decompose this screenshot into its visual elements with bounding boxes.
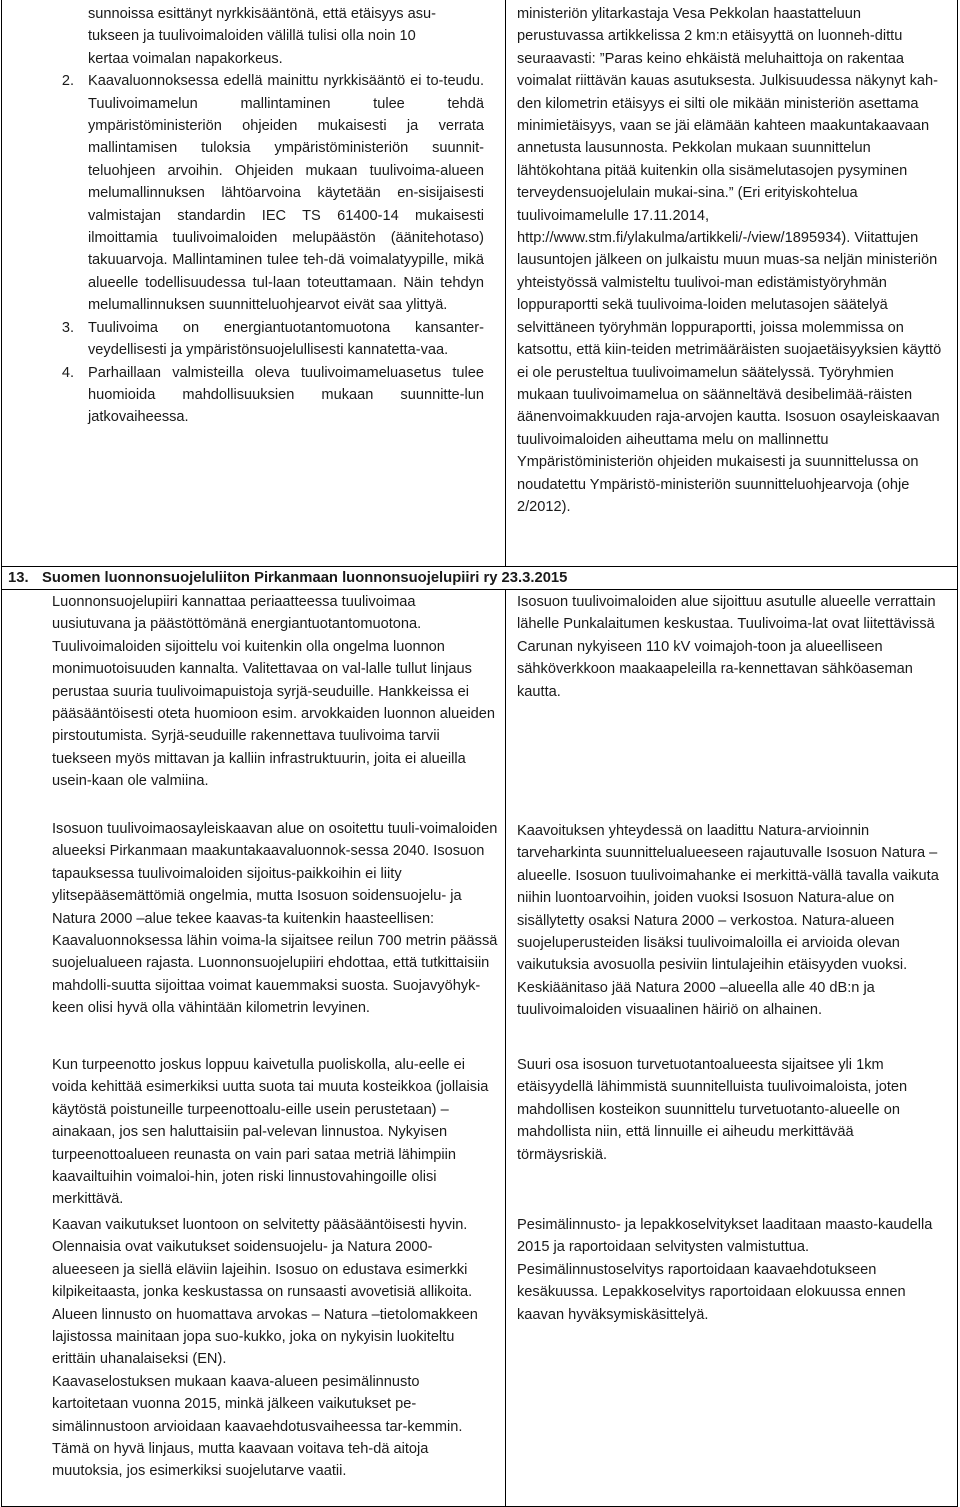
response-text: ministeriön ylitarkastaja Vesa Pekkolan haastatteluun perustuvassa artikkelissa 2 km:n etäisyyttä on luonneh-dittu seuraavasti: ”Paras keino ehkäistä meluhaittoja on rakentaa voimalat riittävän kauas asutuksesta. Julkisuudessa näkynyt kah-den kilometrin etäisyys ei silti ole mikään ministeriön asettama minimietäisyys, vaan se jäi elämään kahteen maakuntakaavaan annetusta lausunnosta. Pekkolan mukaan suunnittelun lähtökohtana pitää kuitenkin olla sisämelutasojen pysyminen terveydensuojelulain mukai-sina.” (Eri erityiskohtelua tuulivoimamelulle 17.11.2014, http://www.stm.fi/ylakulma/artikkeli/-/view/1895934). Viitattujen lausuntojen jälkeen on julkaistu muun muas-sa neljän ministeriön yhteistyössä valmisteltu tuulivoi-man edistämistyöryhmän loppuraportti sekä tuulivoima-loiden melutasojen säätelyä selvittäneen työryhmän loppuraportti, joissa molemmissa on katsottu, että kiin-teiden metrimääräisten suojaetäisyyksien käyttö ei ole perusteltua tuulivoimamelun säätelyssä. Työryhmien mukaan tuulivoimamelua on säänneltävä desibelimää-räisten äänenvoimakkuuden raja-arvojen kautta. Isosuon osayleiskaavan tuulivoimaloiden aiheuttama melu on mallinnettu Ympäristöministeriön ohjeiden mukaisesti ja suunnittelussa on noudatettu Ympäristö-ministeriön suunnitteluohjearvoja (ohje 2/2012). [517,6,942,515]
table-left-border [1,0,2,1507]
list-item [54,317,484,362]
continued-line: sunnoissa esittänyt nyrkkisääntönä, että etäisyys asu- [88,6,436,22]
response-cell [517,591,945,703]
top-right-cell [517,3,945,518]
list-item-number: 4. [61,364,74,381]
statement-cell [52,1054,498,1211]
list-item-text: Kaavaluonnoksessa edellä mainittu nyrkkisääntö ei to-teudu. Tuulivoimamelun mallintaminen tulee tehdä ympäristöministeriön ohjeiden mukaisesti ja verrata mallintamisen tuloksia ympäristöministeriön suunnit-teluohjeen arvoihin. Ohjeiden mukaan tuulivoima-alueen melumallinnuksen lähtöarvoina käytetään en-sisijaisesti valmistajan standardin IEC TS 61400-14 mukaisesti ilmoittamia tuulivoimaloiden melupäästön (äänitehotaso) takuuarvoja. Mallintaminen tulee teh-dä voimalatyypille, mikä alueelle todellisuudessa tul-laan toteuttamaan. Näin tehdyn melumallinnuksen suunnitteluohjearvot eivät saa ylittyä. [88,73,484,314]
statement-text: Isosuon tuulivoimaosayleiskaavan alue on osoitettu tuuli-voimaloiden alueeksi Pirkanmaan maakuntakaavaluonnok-sessa 2040. Isosuon tapauksessa tuulivoimaloiden sijoitus-paikkoihin ei liity ylitsepääsemättömiä ongelmia, mutta Isosuon soidensuojelu- ja Natura 2000 –alue tekee kaavas-ta kuitenkin haasteellisen: Kaavaluonnoksessa lähin voima-la sijaitsee reilun 700 metrin päässä suojelualueen rajasta. Luonnonsuojelupiiri ehdottaa, että tutkittaisiin mahdolli-suutta sijoittaa voimat kauemmaksi suosta. Suojavyöhyk-keen olisi hyvä olla vähintään kilometrin levyinen. [52,821,498,1017]
statement-cell [52,1214,498,1483]
table-right-border [957,0,958,1507]
section-title: Suomen luonnonsuojeluliiton Pirkanmaan luonnonsuojelupiiri ry 23.3.2015 [42,570,568,586]
response-text: Isosuon tuulivoimaloiden alue sijoittuu asutulle alueelle verrattain lähelle Punkalaitumen keskustaa. Tuulivoima-lat ovat liitettävissä Carunan nykyiseen 110 kV voimajoh-toon ja alueelliseen sähköverkkoon maakaapeleilla ra-kennettavan sähköaseman kautta. [517,594,936,700]
response-text: Suuri osa isosuon turvetuotantoalueesta sijaitsee yli 1km etäisyydellä lähimmistä suunnitelluista tuulivoimaloista, joten mahdollisen kosteikon suunnittelu turvetuotanto-alueelle on mahdollista niin, että linnuille ei aiheudu merkittävää törmäysriskiä. [517,1057,908,1163]
statement-cell [52,591,498,793]
list-item-text: Tuulivoima on energiantuotantomuotona kansanter-veydellisesti ja ympäristönsuojelullisesti kannatetta-vaa. [88,319,484,359]
response-text: Kaavoituksen yhteydessä on laadittu Natura-arvioinnin tarveharkinta suunnittelualueeseen rajautuvalle Isosuon Natura –alueelle. Isosuon tuulivoimahanke ei merkittä-vällä tavalla vaikuta niihin luontoarvoihin, joiden vuoksi Isosuon Natura-alue on sisällytetty osaksi Natura 2000 – verkostoa. Natura-alueen suojeluperusteiden lisäksi tuulivoimaloilla ei arvioida olevan vaikutuksia avosuolla pesiviin lintulajeihin etäisyyden vuoksi. Keskiäänitaso jää Natura 2000 –alueella alle 40 dB:n ja tuulivoimaloiden visuaalinen häiriö on alhainen. [517,823,939,1019]
list-item [54,70,484,316]
response-text: Pesimälinnusto- ja lepakkoselvitykset laaditaan maasto-kaudella 2015 ja raportoidaan selvitysten valmistuttua. Pesimälinnustoselvitys raportoidaan kaavaehdotukseen kesäkuussa. Lepakkoselvitys raportoidaan elokuussa ennen kaavan hyväksymiskäsittelyä. [517,1217,933,1323]
response-cell [517,820,945,1022]
continued-line: tukseen ja tuulivoimaloiden välillä tulisi olla noin 10 [88,28,416,45]
list-item-text: Parhaillaan valmisteilla oleva tuulivoimameluasetus tulee huomioida mahdollisuuksien mukaan suunnitte-lun jatkovaiheessa. [88,364,484,426]
column-divider-lower [505,589,506,1507]
statement-cell [52,818,498,1020]
response-cell [517,1054,945,1166]
statement-text: Kaavaselostuksen mukaan kaava-alueen pesimälinnusto kartoitetaan vuonna 2015, minkä jälkeen vaikutukset pe-simälinnustoon arvioidaan kaavaehdotusvaiheessa tar-kemmin. Tämä on hyvä linjaus, mutta kaavaan voitava teh-dä aitoja muutoksia, jos esimerkiksi suojelutarve vaatii. [52,1373,463,1480]
continued-line: kertaa voimalan napakorkeus. [88,50,283,67]
statement-text: Luonnonsuojelupiiri kannattaa periaatteessa tuulivoimaa uusiutuvana ja päästöttömänä energiantuotantomuotona. Tuulivoimaloiden sijoittelu voi kuitenkin olla ongelma luonnon monimuotoisuuden kannalta. Valitettavaa on val-lalle tullut linjaus perustaa suuria tuulivoimapuistoja syrjä-seuduille. Hankkeissa ei pääsääntöisesti oteta huomioon esim. arvokkaiden luonnon alueiden pirstoutumista. Syrjä-seuduille rakennettava tuulivoima tarvii tuekseen myös mittavan ja kalliin infrastruktuurin, joita ei alueilla usein-kaan ole valmiina. [52,594,495,790]
response-cell [517,1214,945,1326]
column-divider [505,0,506,566]
list-item-number: 2. [61,73,74,90]
section-heading [8,567,567,589]
list-item [54,362,484,429]
list-item-number: 3. [61,319,74,336]
statement-text: Kun turpeenotto joskus loppuu kaivetulla puoliskolla, alu-eelle ei voida kehittää esimerkiksi uutta suota tai muuta kosteikkoa (jollaisia käytöstä poistuneille turpeenottoalu-eille usein perustetaan) – ainakaan, jos sen haluttaisiin pal-velevan linnustoa. Nykyisen turpeenottoalueen reunasta on vain pari sataa metriä lähimpiin kaavailtuihin voimaloi-hin, joten riski linnustovahingoille olisi merkittävä. [52,1057,489,1208]
statement-text: Kaavan vaikutukset luontoon on selvitetty pääsääntöisesti hyvin. Olennaisia ovat vaikutukset soidensuojelu- ja Natura 2000-alueeseen ja siellä eläviin lajeihin. Isosuo on edustava esimerkki kilpikeitaasta, jonka keskustassa on runsaasti avovetisiä allikoita. Alueen linnusto on huomattava arvokas – Natura –tietolomakkeen lajistossa mainitaan jopa suo-kukko, joka on nykyisin luokiteltu erittäin uhanalaiseksi (EN). [52,1217,478,1368]
section-number: 13. [8,570,29,586]
top-left-cell [54,3,484,429]
